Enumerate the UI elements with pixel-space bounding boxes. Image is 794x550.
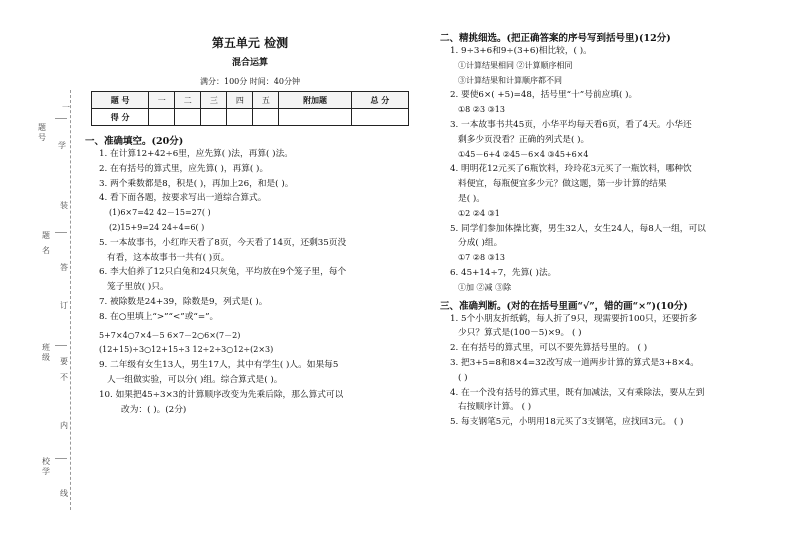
question-line: 2. 要使6×( +5)=48，括号里“十”号前应填( )。 — [450, 90, 638, 101]
margin-char: 校 — [42, 457, 50, 466]
question-line: 9. 二年级有女生13人，男生17人，其中有学生( )人。如果每5 — [99, 360, 339, 371]
score-header-row — [92, 92, 409, 109]
question-line: 3. 一本故事书共45页，小华平均每天看6页，看了4天。小华还 — [450, 119, 692, 130]
option-line: ①7 ②8 ③13 — [458, 253, 505, 263]
question-line: 10. 如果把45÷3×3的计算顺序改变为先乘后除，那么算式可以 — [99, 389, 344, 400]
question-line: 4. 在一个没有括号的算式里，既有加减法，又有乘除法，要从左到 — [450, 387, 705, 398]
question-line: 右按顺序计算。 ( ) — [458, 402, 532, 413]
question-line: 少只？算式是(100－5)×9。 ( ) — [458, 328, 582, 339]
score-header-cell: 五 — [253, 92, 279, 109]
score-cell[interactable] — [253, 109, 279, 126]
question-line: 分成( )组。 — [458, 238, 503, 249]
margin-char: 答 — [60, 263, 68, 272]
question-line: 是( )。 — [458, 193, 485, 204]
margin-char: 一 — [62, 103, 70, 112]
margin-char: 学 — [58, 141, 66, 150]
option-line: ①计算结果相同 ②计算顺序相同 — [458, 60, 573, 70]
question-line: 6. 45+14÷7，先算( )法。 — [450, 267, 557, 278]
binding-tick — [55, 345, 67, 346]
option-line: ①8 ②3 ③13 — [458, 105, 505, 115]
margin-char: 内 — [60, 421, 68, 430]
exam-title: 第五单元 检测 — [211, 36, 289, 50]
question-line: 改为：( )。(2分) — [121, 404, 187, 415]
question-line: 6. 李大伯养了12只白兔和24只灰兔，平均放在9个笼子里，每个 — [99, 267, 347, 278]
question-subline: (1)6×7=42 42－15=27( ) — [109, 208, 211, 218]
score-header-cell: 总 分 — [351, 92, 408, 109]
margin-char: 题 — [42, 231, 50, 240]
score-header-cell: 二 — [175, 92, 201, 109]
margin-char: 装 — [60, 201, 68, 210]
score-value-row — [92, 109, 409, 126]
question-line: 有看，这本故事书一共有( )页。 — [107, 252, 230, 263]
question-line: 1. 5个小朋友折纸鹤，每人折了9只，现需要折100只，还要折多 — [450, 313, 698, 324]
option-line: ①2 ②4 ③1 — [458, 208, 500, 218]
option-line: ③计算结果和计算顺序都不同 — [458, 75, 562, 85]
score-cell[interactable] — [201, 109, 227, 126]
score-cell[interactable] — [351, 109, 408, 126]
question-line: 人一组做实验，可以分( )组。综合算式是( )。 — [107, 374, 283, 385]
option-line: ①加 ②减 ③除 — [458, 282, 512, 292]
score-cell[interactable] — [279, 109, 351, 126]
question-line: 5. 一本故事书，小红昨天看了8页，今天看了14页，还剩35页没 — [99, 237, 347, 248]
question-line: 笼子里放( )只。 — [107, 282, 169, 293]
binding-line — [70, 90, 71, 510]
question-line: 3. 两个乘数都是8，积是( )，再加上26，和是( )。 — [99, 178, 294, 189]
score-cell[interactable] — [175, 109, 201, 126]
score-row-label: 得 分 — [92, 109, 149, 126]
margin-char: 级 — [42, 353, 50, 362]
question-line: 8. 在○里填上“>”“<”或“=”。 — [99, 311, 219, 322]
question-line: 4. 明明花12元买了6瓶饮料，玲玲花3元买了一瓶饮料，哪种饮 — [450, 164, 692, 175]
exam-subtitle: 混合运算 — [231, 58, 268, 68]
binding-tick — [55, 232, 67, 233]
question-line: 3. 把3+5=8和8×4=32改写成一道两步计算的算式是3+8×4。 — [450, 357, 699, 368]
score-header-cell: 三 — [201, 92, 227, 109]
exam-meta: 满分：100分 时间：40分钟 — [200, 77, 300, 86]
question-line: 1. 在计算12+42÷6里，应先算( )法，再算( )法。 — [99, 149, 293, 159]
score-header-cell: 四 — [227, 92, 253, 109]
question-line: 2. 在有括号的算式里，应先算( )，再算( )。 — [99, 163, 269, 174]
option-line: ①45－6+4 ②45－6×4 ③45+6×4 — [458, 149, 589, 159]
compare-line: (12+15)÷3○12+15÷3 12÷2÷3○12÷(2×3) — [99, 345, 274, 355]
question-line: 7. 被除数是24+39，除数是9，列式是( )。 — [99, 296, 268, 307]
question-line: 5. 同学们参加体操比赛，男生32人，女生24人，每8人一组，可以 — [450, 223, 706, 234]
question-line: 剩多少页没看？正确的列式是( )。 — [458, 134, 590, 145]
question-subline: (2)15+9=24 24÷4=6( ) — [109, 222, 205, 232]
section-3-title: 三、准确判断。(对的在括号里画“√”，错的画“×”)(10分) — [440, 300, 688, 312]
margin-char: 学 — [42, 467, 50, 476]
section-1-title: 一、准确填空。(20分) — [85, 136, 184, 147]
binding-tick — [55, 118, 67, 119]
question-line: 1. 9÷3+6和9÷(3+6)相比较，( )。 — [450, 46, 592, 56]
question-line: 料便宜，每瓶便宜多少元？做这题，第一步计算的结果 — [458, 179, 667, 190]
score-header-cell: 附加题 — [279, 92, 351, 109]
margin-char: 题 — [38, 123, 46, 132]
right-column — [440, 30, 775, 430]
binding-tick — [55, 458, 67, 459]
compare-line: 5+7×4○7×4－5 6×7－2○6×(7－2) — [99, 330, 241, 340]
margin-char: 订 — [60, 301, 68, 310]
score-header-cell: 题 号 — [92, 92, 149, 109]
margin-char: 名 — [42, 246, 50, 255]
section-2-title: 二、精挑细选。(把正确答案的序号写到括号里)(12分) — [440, 33, 671, 44]
left-column — [85, 30, 415, 417]
score-header-cell: 一 — [149, 92, 175, 109]
margin-char: 不 — [60, 373, 68, 382]
question-line: ( ) — [458, 372, 468, 383]
score-table — [91, 91, 409, 126]
margin-char: 线 — [60, 489, 68, 498]
question-line: 2. 在有括号的算式里，可以不要先算括号里的。 ( ) — [450, 343, 648, 354]
score-cell[interactable] — [227, 109, 253, 126]
margin-char: 要 — [60, 357, 68, 366]
question-line: 4. 看下面各题，按要求写出一道综合算式。 — [99, 193, 267, 204]
question-line: 5. 每支钢笔5元，小明用18元买了3支钢笔，应找回3元。 ( ) — [450, 417, 684, 428]
score-cell[interactable] — [149, 109, 175, 126]
margin-char: 班 — [42, 343, 50, 352]
binding-margin — [0, 0, 80, 550]
margin-char: 号 — [38, 133, 46, 142]
